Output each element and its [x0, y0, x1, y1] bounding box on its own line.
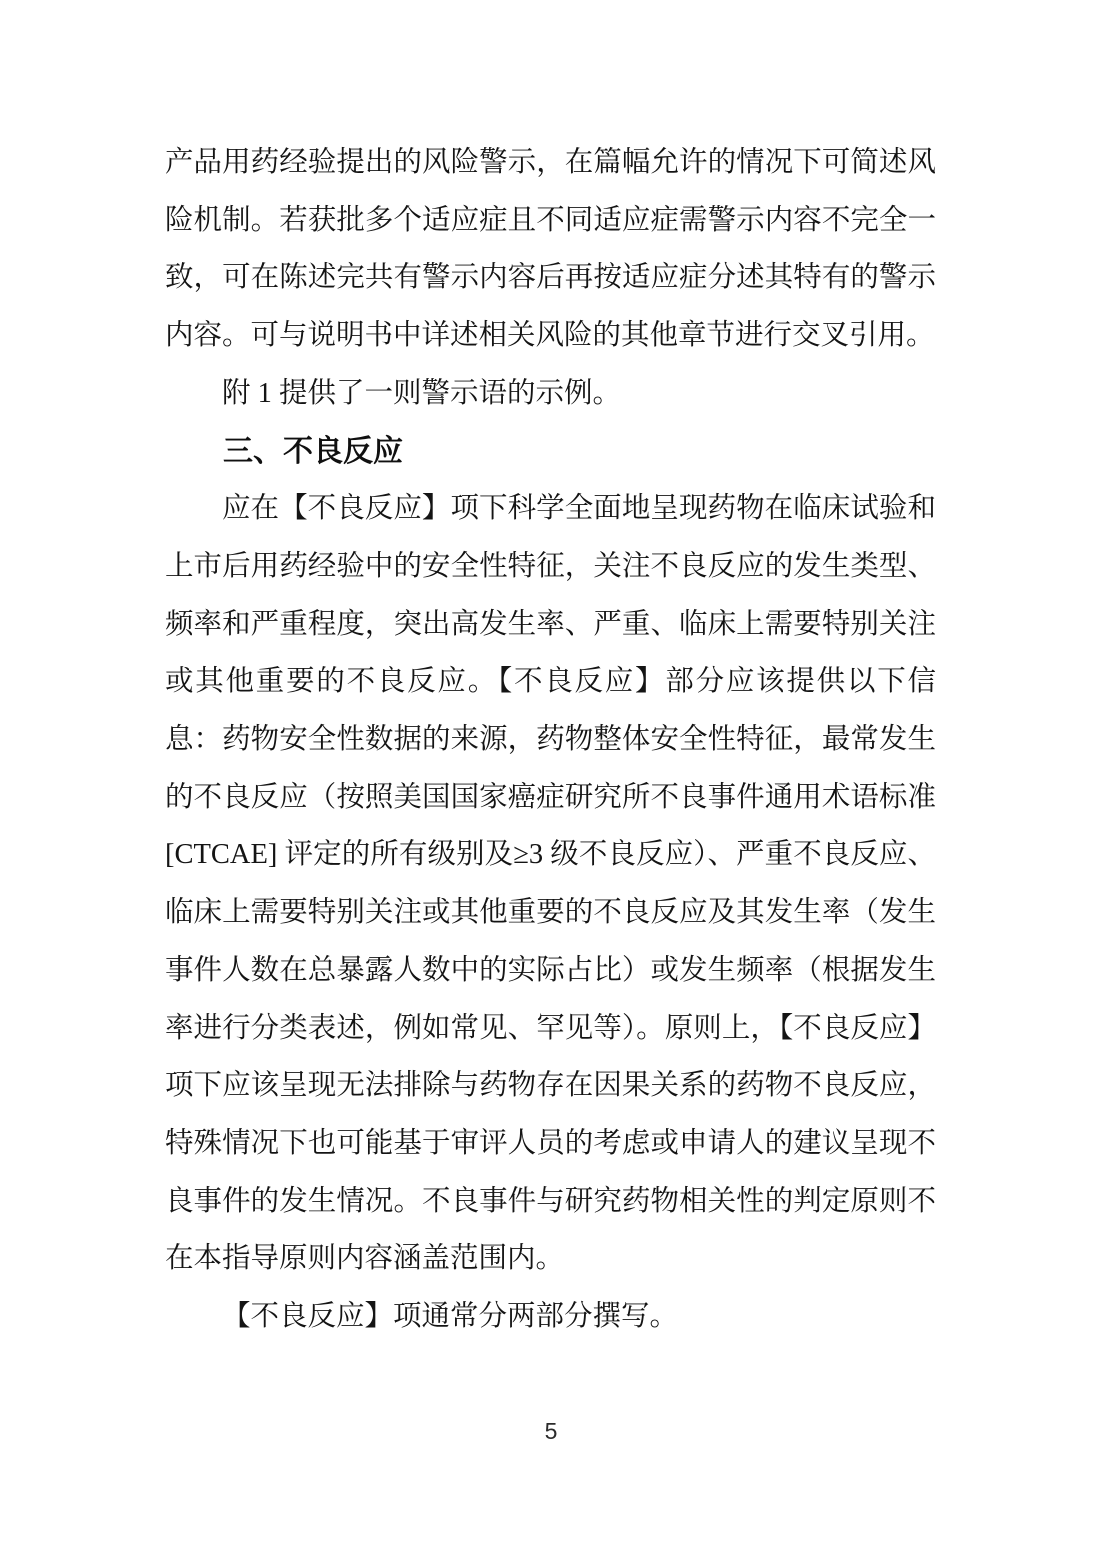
paragraph-warning-continuation: 产品用药经验提出的风险警示，在篇幅允许的情况下可简述风险机制。若获批多个适应症且不同适应症需警示内容不完全一致，可在陈述完共有警示内容后再按适应症分述其特有的警示内容。可与说明书中详述相关风险的其他章节进行交叉引用。	[165, 147, 936, 352]
page-number: 5	[544, 1418, 558, 1444]
paragraph-adverse-reactions-guidance: 应在【不良反应】项下科学全面地呈现药物在临床试验和上市后用药经验中的安全性特征，关注不良反应的发生类型、频率和严重程度，突出高发生率、严重、临床上需要特别关注或其他重要的不良反应。【不良反应】部分应该提供以下信息：药物安全性数据的来源，药物整体安全性特征，最常发生的不良反应（按照美国国家癌症研究所不良事件通用术语标准 [CTCAE] 评定的所有级别及≥3 级不良反应）、严重不良反应、临床上需要特别关注或其他重要的不良反应及其发生率（发生事件人数在总暴露人数中的实际占比）或发生频率（根据发生率进行分类表述，例如常见、罕见等）。原则上，【不良反应】项下应该呈现无法排除与药物存在因果关系的药物不良反应，特殊情况下也可能基于审评人员的考虑或申请人的建议呈现不良事件的发生情况。不良事件与研究药物相关性的判定原则不在本指导原则内容涵盖范围内。	[165, 493, 936, 1275]
paragraph-appendix-example-note: 附 1 提供了一则警示语的示例。	[222, 377, 622, 409]
paragraph-two-part-structure-note: 【不良反应】项通常分两部分撰写。	[222, 1301, 679, 1333]
page-body	[165, 134, 936, 1346]
section-heading-adverse-reactions: 三、不良反应	[223, 434, 403, 468]
